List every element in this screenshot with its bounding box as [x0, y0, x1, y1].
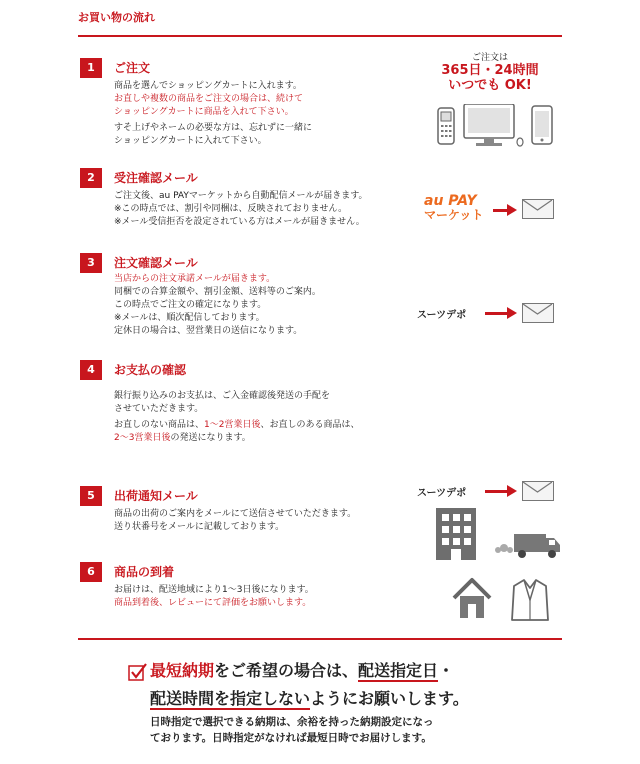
- notice-line-1: [150, 658, 454, 681]
- text-segment: 、お直しのある商品は、: [260, 420, 360, 430]
- step-text: ご注文後、au PAYマーケットから自動配信メールが届きます。: [114, 191, 368, 201]
- step-text-mixed: [114, 432, 359, 445]
- mail-icon: [522, 199, 554, 219]
- notice-highlight: 最短納期: [150, 661, 215, 680]
- notice-text: ようにお願いします。: [310, 689, 469, 708]
- step-number: 2: [80, 168, 102, 188]
- step-title: 受注確認メール: [114, 171, 198, 185]
- text-segment-highlight: 1～2営業日後: [204, 420, 261, 430]
- aupay-logo-top: au PAY: [424, 193, 477, 209]
- step-text: 商品到着後、レビューにて評価をお願いします。: [114, 598, 312, 608]
- step-text: ※メールは、順次配信しております。: [114, 313, 265, 323]
- warehouse-truck-icon: [436, 506, 566, 562]
- page-title: お買い物の流れ: [78, 11, 155, 24]
- checkmark-icon: [128, 662, 148, 682]
- house-suit-icon: [452, 576, 552, 626]
- step-number: 1: [80, 58, 102, 78]
- arrow-icon: [485, 312, 507, 315]
- step-text: この時点でご注文の確定になります。: [114, 300, 267, 310]
- notice-text: をご希望の場合は、: [214, 661, 359, 680]
- notice-underlined: 配送時間を指定しない: [150, 689, 311, 708]
- step-title: お支払の確認: [114, 363, 187, 377]
- shop-name: スーツデポ: [417, 310, 467, 321]
- step-text: 当店からの注文承諾メールが届きます。: [114, 274, 276, 284]
- notice-line-2: [150, 686, 469, 709]
- text-segment-highlight: 2～3営業日後: [114, 433, 171, 443]
- order-caption: ご注文は: [471, 53, 508, 63]
- notice-detail-line: ております。日時指定がなければ最短日時でお届けします。: [150, 732, 432, 744]
- step-text: すそ上げやネームの必要な方は、忘れずに一緒に: [114, 123, 313, 133]
- step-title: 注文確認メール: [114, 256, 198, 270]
- step-text: 銀行振り込みのお支払は、ご入金確認後発送の手配を: [114, 391, 331, 401]
- step-text: 商品を選んでショッピングカートに入れます。: [114, 81, 302, 91]
- step-text: ショッピングカートに商品を入れて下さい。: [114, 107, 294, 117]
- bottom-divider: [78, 638, 562, 640]
- step-number: 5: [80, 486, 102, 506]
- step-text: 定休日の場合は、翌営業日の送信になります。: [114, 326, 303, 336]
- step-text: させていただきます。: [114, 404, 204, 414]
- step-text: お直しや複数の商品をご注文の場合は、続けて: [114, 94, 304, 104]
- aupay-logo-bottom: マーケット: [424, 208, 484, 222]
- notice-underlined: 配送指定日: [358, 661, 439, 680]
- top-divider: [78, 35, 562, 37]
- step-number: 4: [80, 360, 102, 380]
- step-text-mixed: [114, 419, 359, 432]
- step-text: 送り状番号をメールに記載しております。: [114, 522, 285, 532]
- notice-detail-line: 日時指定で選択できる納期は、余裕を持った納期設定になっ: [150, 716, 434, 728]
- mail-icon: [522, 481, 554, 501]
- step-number: 6: [80, 562, 102, 582]
- notice-detail: [150, 714, 434, 746]
- text-segment: お直しのない商品は、: [114, 420, 205, 430]
- step-number: 3: [80, 253, 102, 273]
- mail-icon: [522, 303, 554, 323]
- arrow-icon: [493, 209, 507, 212]
- arrowhead-icon: [507, 307, 517, 319]
- step-title: 商品の到着: [114, 565, 175, 579]
- step-text: お届けは、配送地域により1～3日後になります。: [114, 585, 314, 595]
- shop-name: スーツデポ: [417, 488, 467, 499]
- step-text: 同梱での合算金額や、割引金額、送料等のご案内。: [114, 287, 321, 297]
- step-title: 出荷通知メール: [114, 489, 198, 503]
- step-text: ※メール受信拒否を設定されている方はメールが届きません。: [114, 217, 365, 227]
- order-hours: 365日・24時間: [441, 63, 539, 78]
- step-text: ショッピングカートに入れて下さい。: [114, 136, 267, 146]
- arrowhead-icon: [507, 485, 517, 497]
- text-segment: の発送になります。: [170, 433, 251, 443]
- devices-icon: [436, 104, 556, 150]
- arrow-icon: [485, 490, 507, 493]
- step-text: 商品の出荷のご案内をメールにて送信させていただきます。: [114, 509, 357, 519]
- arrowhead-icon: [507, 204, 517, 216]
- notice-text: ・: [438, 661, 455, 680]
- step-title: ご注文: [114, 61, 151, 75]
- order-always: いつでも OK!: [448, 78, 532, 93]
- aupay-logo: [424, 194, 494, 222]
- step-text: ※この時点では、割引や同梱は、反映されておりません。: [114, 204, 348, 214]
